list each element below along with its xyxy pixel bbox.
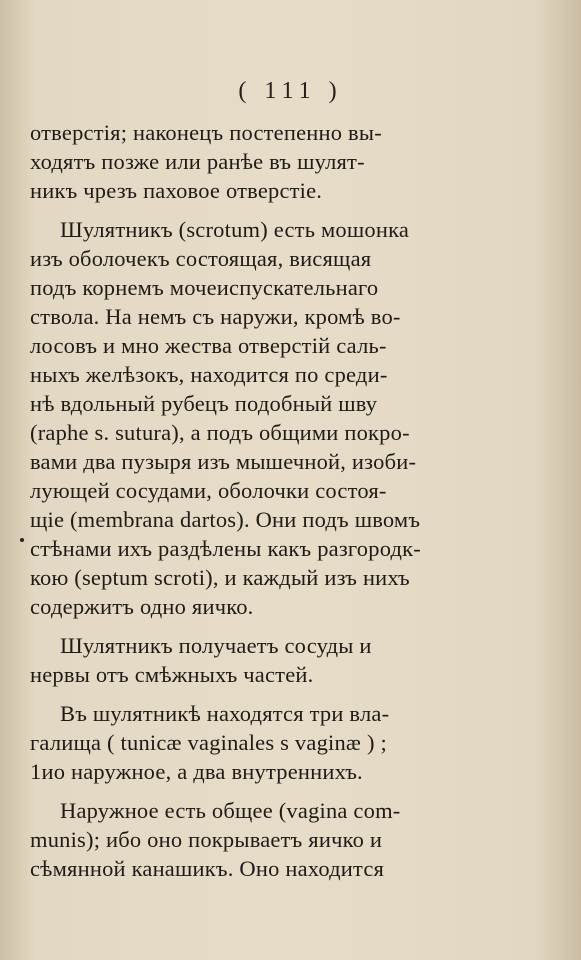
- text-line: [30, 118, 485, 147]
- text-line: [30, 699, 485, 728]
- line-text: кою (septum scroti), и каждый изъ нихъ: [30, 565, 410, 590]
- text-line: [30, 418, 485, 447]
- text-line: [30, 273, 485, 302]
- text-line: [30, 389, 485, 418]
- text-line: [30, 660, 485, 689]
- line-text: лующей сосудами, оболочки состоя-: [30, 478, 387, 503]
- line-text: ствола. На немъ съ наружи, кромѣ во-: [30, 304, 401, 329]
- text-line: [30, 592, 485, 621]
- text-line: [30, 244, 485, 273]
- text-line: [30, 302, 485, 331]
- text-line: [30, 534, 485, 563]
- line-text: 1ио наружное, а два внутреннихъ.: [30, 759, 363, 784]
- text-line: [30, 728, 485, 757]
- line-text: сѣмянной канашикъ. Оно находится: [30, 856, 385, 881]
- line-text: стѣнами ихъ раздѣлены какъ разгородк-: [30, 536, 421, 561]
- line-text: вами два пузыря изъ мышечной, изоби-: [30, 449, 417, 474]
- text-line: [30, 796, 485, 825]
- page-number: ( 111 ): [238, 78, 343, 104]
- text-line: [30, 447, 485, 476]
- text-line: [30, 563, 485, 592]
- text-line: [30, 360, 485, 389]
- text-line: [30, 176, 485, 205]
- line-text: щіе (membrana dartos). Они подъ швомъ: [30, 507, 421, 532]
- line-text: галища ( tunicæ vaginales s vaginæ ) ;: [30, 730, 387, 755]
- line-text: Шулятникъ получаетъ сосуды и: [60, 633, 372, 658]
- line-text: никъ чрезъ паховое отверстіе.: [30, 178, 323, 203]
- text-line: [30, 476, 485, 505]
- line-text: отверстія; наконецъ постепенно вы-: [30, 120, 382, 145]
- text-line: [30, 854, 485, 883]
- line-text: ныхъ желѣзокъ, находится по среди-: [30, 362, 388, 387]
- ink-speck: [20, 538, 24, 542]
- text-line: [30, 825, 485, 854]
- text-line: [30, 631, 485, 660]
- line-text: изъ оболочекъ состоящая, висящая: [30, 246, 372, 271]
- line-text: munis); ибо оно покрываетъ яичко и: [30, 827, 383, 852]
- text-line: [30, 505, 485, 534]
- line-text: подъ корнемъ мочеиспускательнаго: [30, 275, 379, 300]
- text-line: [30, 147, 485, 176]
- line-text: лосовъ и мно жества отверстій саль-: [30, 333, 387, 358]
- line-text: содержитъ одно яичко.: [30, 594, 254, 619]
- line-text: Наружное есть общее (vagina com-: [60, 798, 401, 823]
- text-line: [30, 331, 485, 360]
- line-text: Шулятникъ (scrotum) есть мошонка: [60, 217, 410, 242]
- text-line: [30, 215, 485, 244]
- line-text: (raphe s. sutura), а подъ общими покро-: [30, 420, 410, 445]
- line-text: Въ шулятникѣ находятся три вла-: [60, 701, 390, 726]
- line-text: нѣ вдольный рубецъ подобный шву: [30, 391, 378, 416]
- text-line: [30, 757, 485, 786]
- line-text: нервы отъ смѣжныхъ частей.: [30, 662, 314, 687]
- body-text: [30, 118, 485, 883]
- line-text: ходятъ позже или ранѣе въ шулят-: [30, 149, 365, 174]
